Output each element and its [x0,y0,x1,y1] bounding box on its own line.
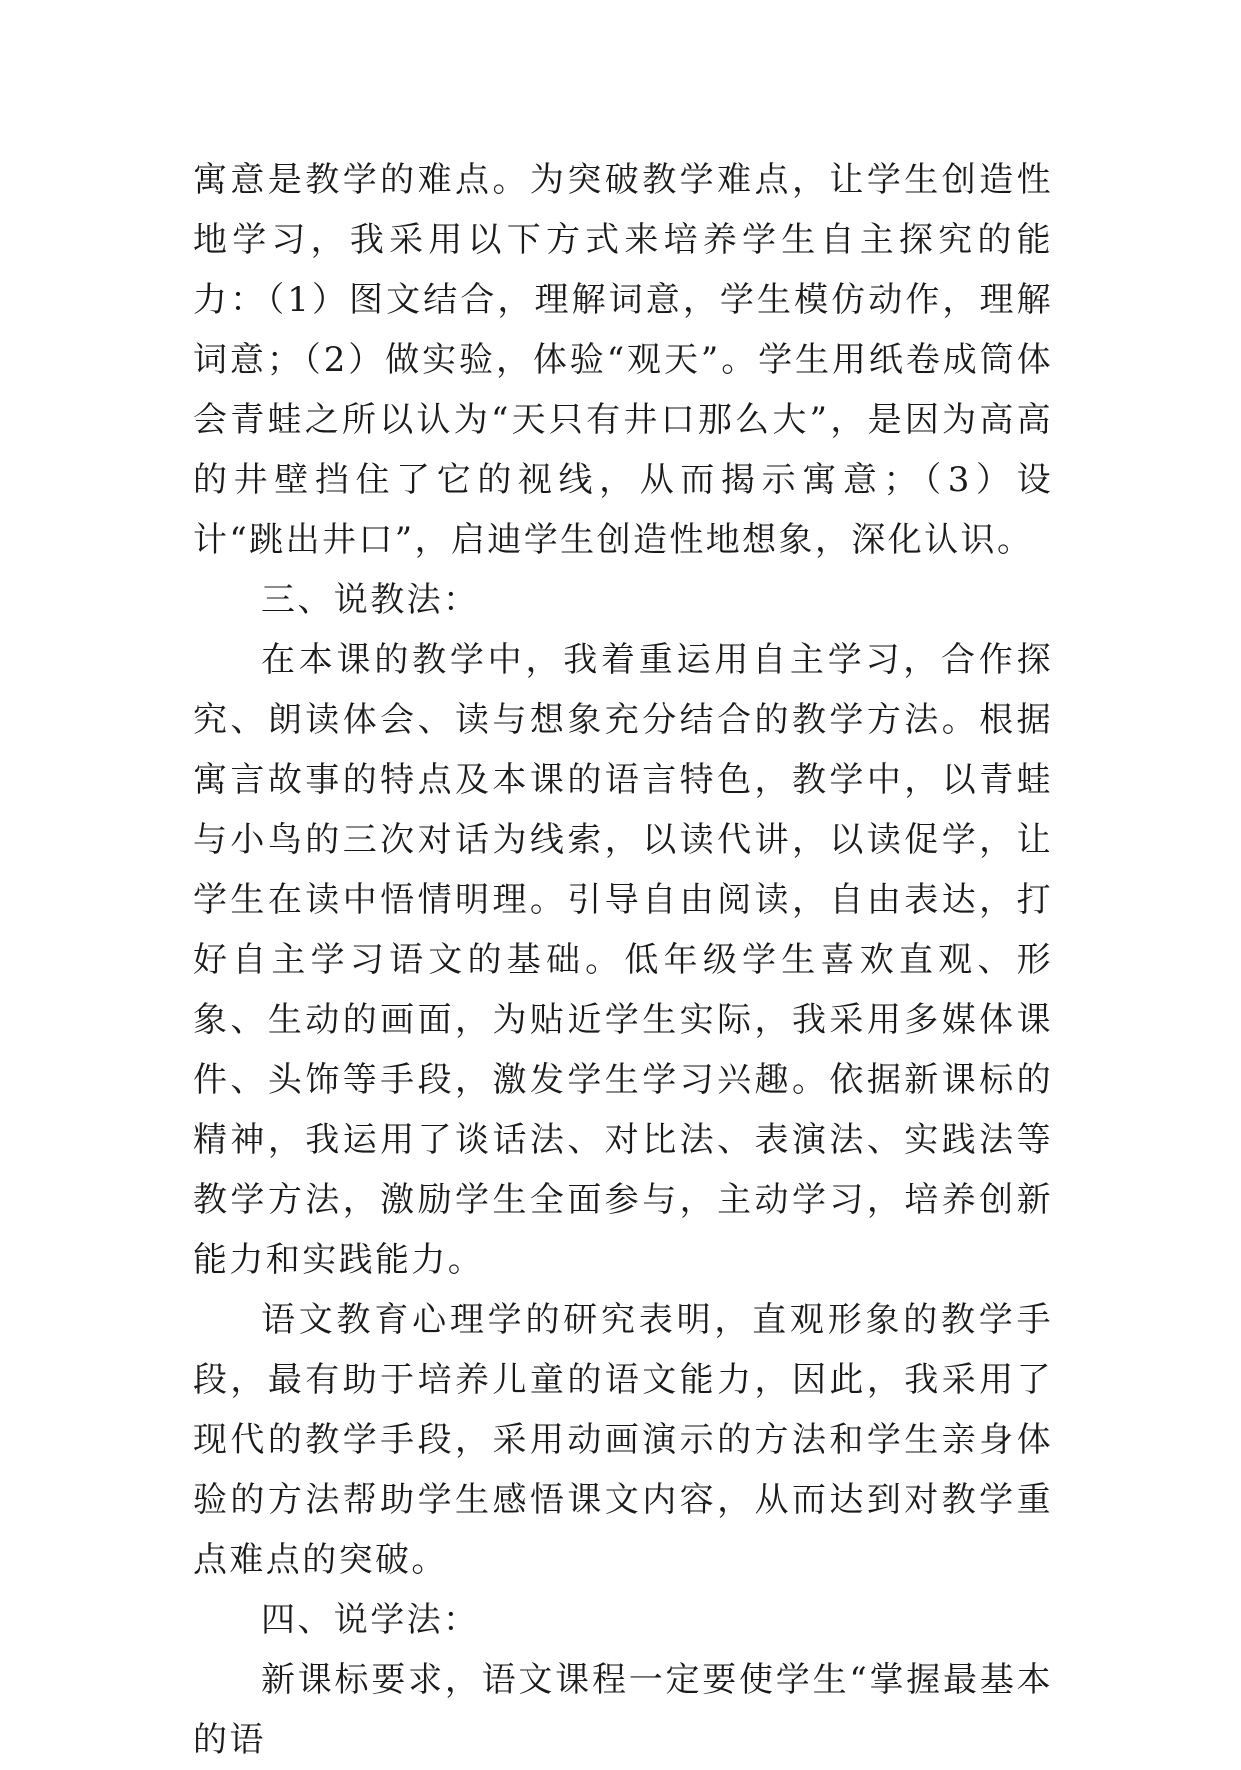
heading-teaching-method: 三、说教法： [261,580,480,620]
paragraph-psychology: 语文教育心理学的研究表明，直观形象的教学手段，最有助于培养儿童的语文能力，因此，我采用了现代的教学手段，采用动画演示的方法和学生亲身体验的方法帮助学生感悟课文内容，从而达到对教学重点难点的突破。 [193,1300,1053,1580]
paragraph-teaching-difficulty: 寓意是教学的难点。为突破教学难点，让学生创造性地学习，我采用以下方式来培养学生自主探究的能力：（1）图文结合，理解词意，学生模仿动作，理解词意；（2）做实验，体验“观天”。学生用纸卷成筒体会青蛙之所以认为“天只有井口那么大”，是因为高高的井壁挡住了它的视线，从而揭示寓意；（3）设计“跳出井口”，启迪学生创造性地想象，深化认识。 [193,160,1053,560]
document-page [193,150,1053,1770]
paragraph-teaching-method: 在本课的教学中，我着重运用自主学习，合作探究、朗读体会、读与想象充分结合的教学方法。根据寓言故事的特点及本课的语言特色，教学中，以青蛙与小鸟的三次对话为线索，以读代讲，以读促学，让学生在读中悟情明理。引导自由阅读，自由表达，打好自主学习语文的基础。低年级学生喜欢直观、形象、生动的画面，为贴近学生实际，我采用多媒体课件、头饰等手段，激发学生学习兴趣。依据新课标的精神，我运用了谈话法、对比法、表演法、实践法等教学方法，激励学生全面参与，主动学习，培养创新能力和实践能力。 [193,640,1053,1280]
heading-learning-method: 四、说学法： [261,1600,480,1640]
paragraph-curriculum-standard: 新课标要求，语文课程一定要使学生“掌握最基本的语 [193,1660,1053,1760]
